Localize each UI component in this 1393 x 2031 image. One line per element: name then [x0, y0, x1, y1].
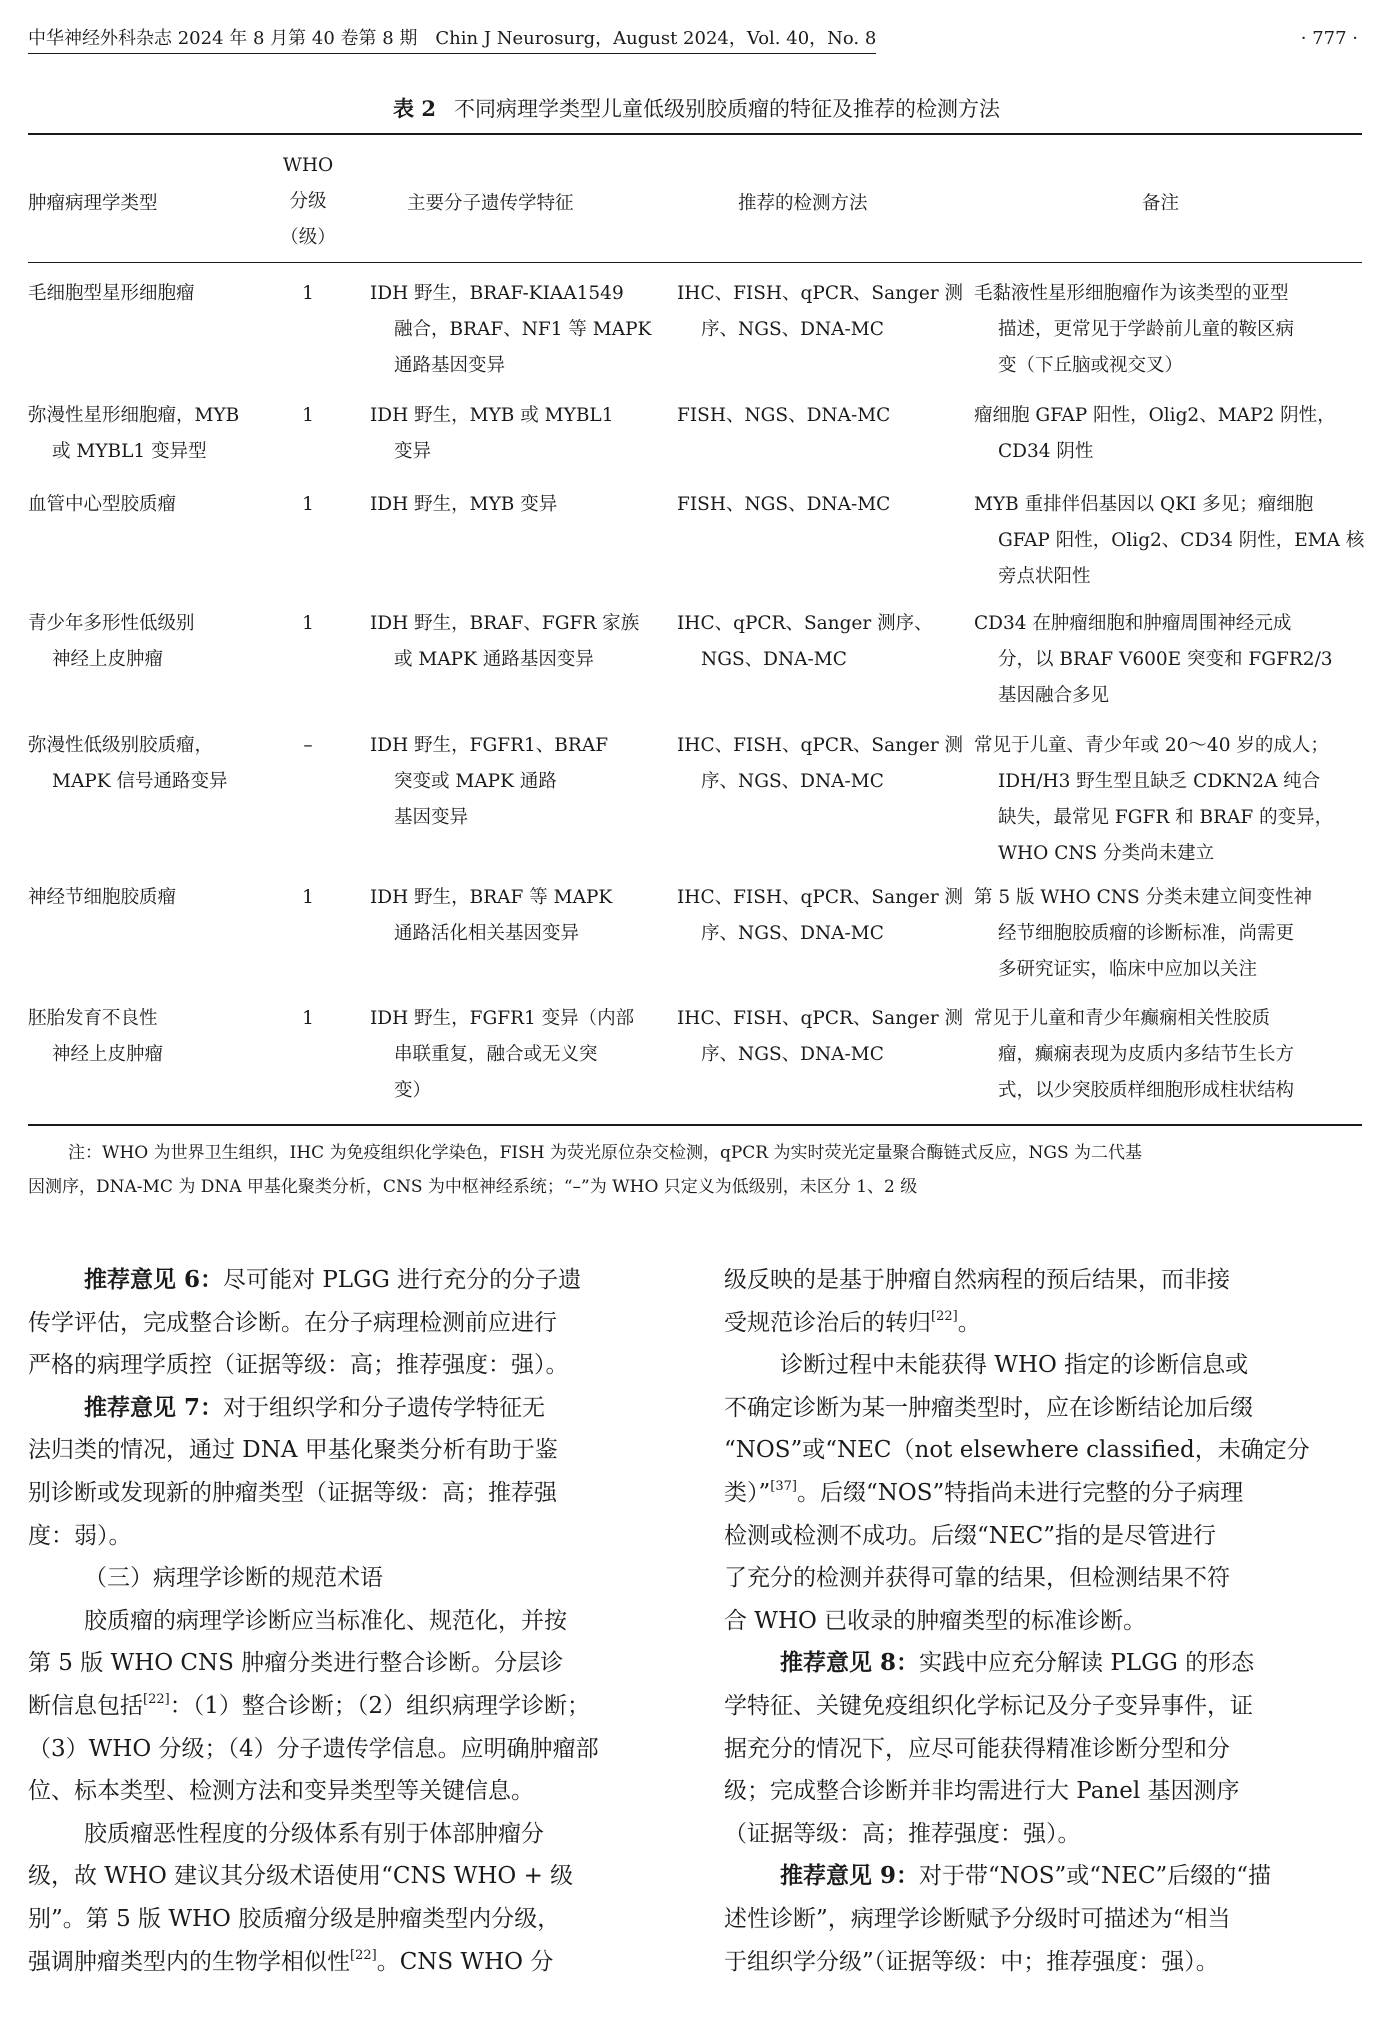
cell-tumor-type — [28, 276, 195, 312]
body-text: 位、标本类型、检测方法和变异类型等关键信息。 — [28, 1778, 534, 1805]
cell-line: 胚胎发育不良性 — [28, 1008, 158, 1029]
cell-line: 第 5 版 WHO CNS 分类未建立间变性神 — [974, 887, 1313, 908]
cell-line: 常见于儿童、青少年或 20～40 岁的成人； — [974, 735, 1329, 756]
body-text-line — [724, 1302, 1374, 1345]
cell-line: IHC、FISH、qPCR、Sanger 测 — [677, 1008, 964, 1029]
cell-line: 描述，更常见于学龄前儿童的鞍区病 — [998, 319, 1295, 340]
body-text: 胶质瘤的病理学诊断应当标准化、规范化，并按 — [84, 1607, 567, 1634]
body-text: 实践中应充分解读 PLGG 的形态 — [919, 1650, 1255, 1677]
cell-line: 通路基因变异 — [394, 355, 506, 376]
citation-ref: [37] — [770, 1478, 797, 1494]
body-text: 第 5 版 WHO CNS 肿瘤分类进行整合诊断。分层诊 — [28, 1650, 564, 1677]
body-text-line — [28, 1685, 678, 1728]
cell-line: 青少年多形性低级别 — [28, 613, 195, 634]
table-note — [28, 1136, 1364, 1204]
body-text: 诊断过程中未能获得 WHO 指定的诊断信息或 — [780, 1352, 1249, 1379]
body-text-line — [724, 1642, 1374, 1685]
body-text-line — [724, 1770, 1374, 1813]
cell-line: 式，以少突胶质样细胞形成柱状结构 — [998, 1080, 1295, 1101]
table-caption — [0, 94, 1393, 124]
page-number: · 777 · — [1300, 28, 1358, 49]
cell-line: 突变或 MAPK 通路 — [394, 771, 557, 792]
cell-tumor-type — [28, 728, 227, 800]
body-text: （3）WHO 分级；（4）分子遗传学信息。应明确肿瘤部 — [28, 1735, 599, 1762]
cell-remarks — [974, 728, 1333, 872]
body-text: 于组织学分级”（证据等级：中；推荐强度：强）。 — [724, 1948, 1219, 1975]
header-grade-line: 分级 — [289, 191, 327, 212]
body-text: 胶质瘤恶性程度的分级体系有别于体部肿瘤分 — [84, 1820, 544, 1847]
citation-ref: [22] — [931, 1308, 958, 1324]
cell-line: 缺失，最常见 FGFR 和 BRAF 的变异， — [998, 807, 1334, 828]
body-text: ：（1）整合诊断；（2）组织病理学诊断； — [169, 1692, 590, 1719]
cell-methods — [677, 487, 890, 523]
body-text-line — [28, 1472, 678, 1515]
table-title: 不同病理学类型儿童低级别胶质瘤的特征及推荐的检测方法 — [453, 97, 1000, 121]
body-text: 级反映的是基于肿瘤自然病程的预后结果，而非接 — [724, 1267, 1230, 1293]
body-text: 受规范诊治后的转归 — [724, 1309, 931, 1336]
body-text-line — [724, 1259, 1374, 1302]
cell-line: 经节细胞胶质瘤的诊断标准，尚需更 — [998, 923, 1295, 944]
cell-remarks — [974, 276, 1294, 384]
header-tumor-type: 肿瘤病理学类型 — [28, 193, 158, 214]
header-remarks: 备注 — [1142, 193, 1180, 214]
cell-remarks — [974, 398, 1336, 470]
cell-line: 融合，BRAF、NF1 等 MAPK — [394, 319, 652, 340]
cell-who-grade: 1 — [302, 405, 314, 426]
body-text-line — [28, 1344, 678, 1387]
body-text-line — [28, 1557, 678, 1600]
recommendation-label: 推荐意见 9： — [780, 1862, 920, 1890]
cell-methods — [677, 398, 890, 434]
body-text-line — [724, 1429, 1374, 1472]
body-text: 。CNS WHO 分 — [376, 1948, 554, 1975]
body-text: 。 — [957, 1309, 981, 1336]
cell-line: 血管中心型胶质瘤 — [28, 494, 177, 515]
body-text: 对于组织学和分子遗传学特征无 — [223, 1394, 546, 1421]
cell-line: IDH 野生，FGFR1 变异（内部 — [370, 1008, 635, 1029]
body-text: 别诊断或发现新的肿瘤类型（证据等级：高；推荐强 — [28, 1479, 557, 1506]
body-text: 尽可能对 PLGG 进行充分的分子遗 — [223, 1267, 582, 1293]
cell-line: FISH、NGS、DNA-MC — [677, 494, 891, 515]
body-text: 检测或检测不成功。后缀“NEC”指的是尽管进行 — [724, 1522, 1217, 1549]
cell-who-grade: 1 — [302, 1008, 314, 1029]
body-text-line — [724, 1728, 1374, 1771]
cell-line: IDH 野生，BRAF、FGFR 家族 — [370, 613, 640, 634]
body-text: 不确定诊断为某一肿瘤类型时，应在诊断结论加后缀 — [724, 1394, 1253, 1421]
body-text: 严格的病理学质控（证据等级：高；推荐强度：强）。 — [28, 1352, 569, 1379]
cell-line: 或 MYBL1 变异型 — [52, 441, 207, 462]
cell-who-grade: 1 — [302, 887, 314, 908]
body-text-line — [28, 1770, 678, 1813]
cell-line: IDH 野生，MYB 变异 — [370, 494, 558, 515]
note-line: 因测序，DNA-MC 为 DNA 甲基化聚类分析，CNS 为中枢神经系统；“–”为 WHO 只定义为低级别，未区分 1、2 级 — [28, 1177, 918, 1197]
cell-line: 弥漫性星形细胞瘤，MYB — [28, 405, 240, 426]
body-text-line — [724, 1557, 1374, 1600]
cell-line: 常见于儿童和青少年癫痫相关性胶质 — [974, 1008, 1271, 1029]
body-text-line — [724, 1855, 1374, 1898]
cell-genetics — [370, 728, 608, 836]
body-text-line — [724, 1685, 1374, 1728]
cell-line: 基因融合多见 — [998, 685, 1110, 706]
citation-ref: [22] — [350, 1947, 377, 1963]
cell-line: IDH 野生，MYB 或 MYBL1 — [370, 405, 614, 426]
body-text: 强调肿瘤类型内的生物学相似性 — [28, 1948, 350, 1975]
cell-line: 变） — [394, 1080, 432, 1101]
body-text: 合 WHO 已收录的肿瘤类型的标准诊断。 — [724, 1607, 1147, 1634]
cell-line: IHC、FISH、qPCR、Sanger 测 — [677, 735, 964, 756]
cell-line: 神经上皮肿瘤 — [52, 1044, 164, 1065]
cell-who-grade: 1 — [302, 494, 314, 515]
cell-line: CD34 在肿瘤细胞和肿瘤周围神经元成 — [974, 613, 1292, 634]
body-text: 传学评估，完成整合诊断。在分子病理检测前应进行 — [28, 1309, 557, 1336]
body-text-line — [724, 1813, 1374, 1856]
cell-line: 序、NGS、DNA-MC — [701, 319, 884, 340]
body-text-line — [724, 1344, 1374, 1387]
recommendation-label: 推荐意见 6： — [84, 1266, 224, 1293]
cell-line: 序、NGS、DNA-MC — [701, 1044, 884, 1065]
cell-tumor-type — [28, 487, 176, 523]
body-text: 别”。第 5 版 WHO 胶质瘤分级是肿瘤类型内分级， — [28, 1905, 561, 1932]
cell-line: CD34 阴性 — [998, 441, 1094, 462]
header-grade-line: WHO — [282, 155, 334, 176]
cell-line: GFAP 阳性，Olig2、CD34 阴性，EMA 核 — [998, 530, 1365, 551]
header-who-grade — [278, 148, 338, 256]
cell-line: 串联重复，融合或无义突 — [394, 1044, 598, 1065]
cell-line: IDH 野生，FGFR1、BRAF — [370, 735, 609, 756]
cell-line: 毛黏液性星形细胞瘤作为该类型的亚型 — [974, 283, 1289, 304]
body-text-line — [28, 1642, 678, 1685]
body-column-right — [724, 1259, 1374, 1983]
cell-line: 神经节细胞胶质瘤 — [28, 887, 177, 908]
body-text-line — [28, 1855, 678, 1898]
cell-who-grade: 1 — [302, 613, 314, 634]
cell-methods — [677, 276, 963, 348]
cell-tumor-type — [28, 1001, 163, 1073]
cell-remarks — [974, 1001, 1294, 1109]
recommendation-label: 推荐意见 7： — [84, 1393, 224, 1421]
cell-line: IDH/H3 野生型且缺乏 CDKN2A 纯合 — [998, 771, 1321, 792]
body-text-line — [28, 1941, 678, 1984]
cell-line: 变（下丘脑或视交叉） — [998, 355, 1184, 376]
body-text: 了充分的检测并获得可靠的结果，但检测结果不符 — [724, 1565, 1230, 1592]
body-text-line — [724, 1515, 1374, 1558]
cell-who-grade: – — [303, 735, 313, 756]
cell-line: NGS、DNA-MC — [701, 649, 847, 670]
cell-genetics — [370, 276, 651, 384]
table-bottom-rule — [28, 1124, 1362, 1126]
cell-line: 或 MAPK 通路基因变异 — [394, 649, 594, 670]
body-text-line — [724, 1898, 1374, 1941]
cell-line: 旁点状阳性 — [998, 566, 1091, 587]
header-grade-line: （级） — [280, 227, 336, 248]
body-text-line — [724, 1472, 1374, 1515]
cell-line: 毛细胞型星形细胞瘤 — [28, 283, 195, 304]
body-text: 类）” — [724, 1479, 771, 1506]
cell-methods — [677, 728, 963, 800]
note-line: 注：WHO 为世界卫生组织，IHC 为免疫组织化学染色，FISH 为荧光原位杂交检测，qPCR 为实时荧光定量聚合酶链式反应，NGS 为二代基 — [68, 1143, 1143, 1163]
header-genetics: 主要分子遗传学特征 — [407, 193, 574, 214]
cell-line: 弥漫性低级别胶质瘤， — [28, 735, 214, 756]
cell-line: FISH、NGS、DNA-MC — [677, 405, 891, 426]
cell-line: WHO CNS 分类尚未建立 — [998, 843, 1215, 864]
body-text: （三）病理学诊断的规范术语 — [84, 1565, 383, 1592]
body-text-line — [28, 1302, 678, 1345]
cell-methods — [677, 880, 963, 952]
cell-line: 基因变异 — [394, 807, 469, 828]
citation-ref: [22] — [143, 1691, 170, 1707]
cell-line: IHC、qPCR、Sanger 测序、 — [677, 613, 933, 634]
body-text-line — [28, 1728, 678, 1771]
cell-line: 变异 — [394, 441, 432, 462]
body-text-line — [724, 1387, 1374, 1430]
cell-line: 神经上皮肿瘤 — [52, 649, 164, 670]
cell-line: 分，以 BRAF V600E 突变和 FGFR2/3 — [998, 649, 1333, 670]
cell-genetics — [370, 1001, 634, 1109]
cell-tumor-type — [28, 398, 239, 470]
cell-genetics — [370, 606, 639, 678]
table-top-rule — [28, 133, 1362, 135]
body-text-line — [28, 1387, 678, 1430]
table-label: 表 2 — [393, 96, 436, 121]
cell-genetics — [370, 487, 557, 523]
body-text: （证据等级：高；推荐强度：强）。 — [724, 1820, 1081, 1847]
cell-tumor-type — [28, 606, 195, 678]
cell-line: IHC、FISH、qPCR、Sanger 测 — [677, 887, 964, 908]
body-text: 学特征、关键免疫组织化学标记及分子变异事件，证 — [724, 1692, 1253, 1719]
body-text: 度：弱）。 — [28, 1522, 132, 1549]
cell-who-grade: 1 — [302, 283, 314, 304]
body-text: 对于带“NOS”或“NEC”后缀的“描 — [919, 1863, 1272, 1890]
cell-line: MYB 重排伴侣基因以 QKI 多见；瘤细胞 — [974, 494, 1314, 515]
journal-citation: 中华神经外科杂志 2024 年 8 月第 40 卷第 8 期 Chin J Neurosurg，August 2024，Vol. 40，No. 8 — [28, 26, 876, 54]
cell-line: IDH 野生，BRAF-KIAA1549 — [370, 283, 624, 304]
cell-line: 序、NGS、DNA-MC — [701, 771, 884, 792]
table-header-rule — [28, 262, 1362, 263]
cell-line: 通路活化相关基因变异 — [394, 923, 580, 944]
body-text-line — [28, 1429, 678, 1472]
running-head — [28, 26, 1358, 52]
body-text: 级；完成整合诊断并非均需进行大 Panel 基因测序 — [724, 1778, 1240, 1805]
cell-line: 瘤，癫痫表现为皮质内多结节生长方 — [998, 1044, 1295, 1065]
body-text-line — [28, 1515, 678, 1558]
cell-line: IDH 野生，BRAF 等 MAPK — [370, 887, 613, 908]
cell-line: IHC、FISH、qPCR、Sanger 测 — [677, 283, 964, 304]
cell-remarks — [974, 880, 1312, 988]
cell-line: 多研究证实，临床中应加以关注 — [998, 959, 1258, 980]
cell-methods — [677, 1001, 963, 1073]
body-text-line — [28, 1898, 678, 1941]
body-text: 断信息包括 — [28, 1692, 143, 1719]
body-text-line — [724, 1941, 1374, 1984]
body-text: 据充分的情况下，应尽可能获得精准诊断分型和分 — [724, 1735, 1230, 1762]
cell-remarks — [974, 487, 1364, 595]
cell-line: 序、NGS、DNA-MC — [701, 923, 884, 944]
body-text: “NOS”或“NEC（not elsewhere classified，未确定分 — [724, 1437, 1310, 1464]
cell-methods — [677, 606, 933, 678]
cell-remarks — [974, 606, 1333, 714]
cell-genetics — [370, 398, 613, 470]
cell-tumor-type — [28, 880, 176, 916]
recommendation-label: 推荐意见 8： — [780, 1649, 920, 1677]
body-text: 述性诊断”，病理学诊断赋予分级时可描述为“相当 — [724, 1905, 1231, 1932]
body-column-left — [28, 1259, 678, 1983]
body-text: 。后缀“NOS”特指尚未进行完整的分子病理 — [796, 1479, 1244, 1506]
body-text: 级，故 WHO 建议其分级术语使用“CNS WHO + 级 — [28, 1863, 574, 1890]
body-text-line — [724, 1600, 1374, 1643]
body-text: 法归类的情况，通过 DNA 甲基化聚类分析有助于鉴 — [28, 1437, 558, 1464]
cell-genetics — [370, 880, 612, 952]
body-text-line — [28, 1813, 678, 1856]
cell-line: 瘤细胞 GFAP 阳性，Olig2、MAP2 阴性， — [974, 405, 1336, 426]
header-methods: 推荐的检测方法 — [738, 193, 868, 214]
cell-line: MAPK 信号通路变异 — [52, 771, 228, 792]
body-text-line — [28, 1259, 678, 1302]
body-text-line — [28, 1600, 678, 1643]
